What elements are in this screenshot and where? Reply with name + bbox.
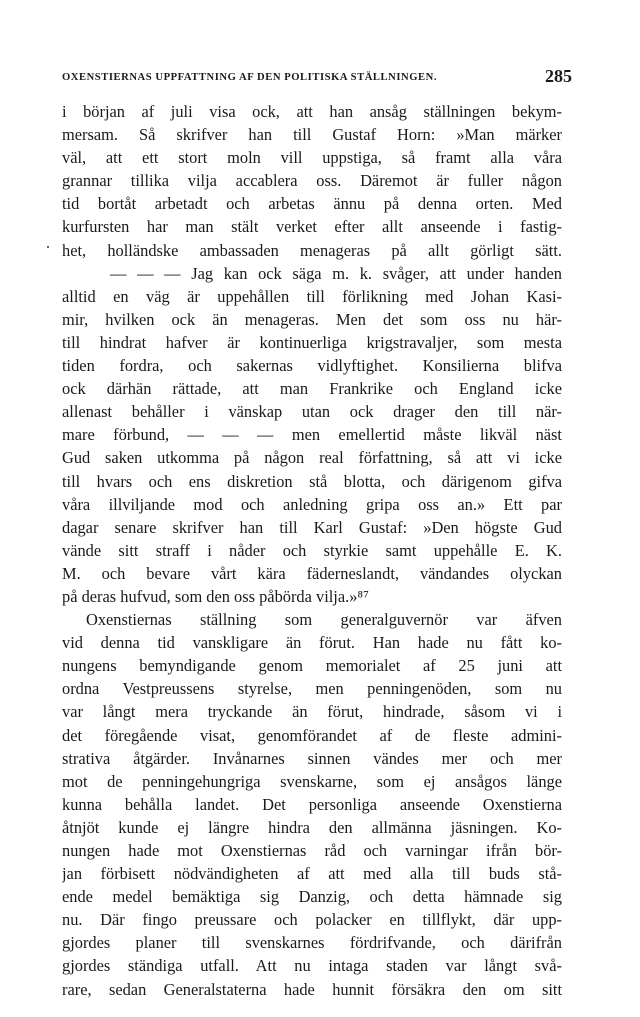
text-line: mersam. Så skrifver han till Gustaf Horn: »Man märker	[62, 125, 562, 145]
text-line: kunna behålla landet. Det personliga anseende Oxenstierna	[62, 794, 562, 814]
running-title: OXENSTIERNAS UPPFATTNING AF DEN POLITISKA STÄLLNINGEN.	[62, 72, 438, 83]
text-line: nungen hade mot Oxenstiernas råd och varningar ifrån bör-	[62, 841, 562, 860]
text-line: — — — Jag kan ock säga m. k. svåger, att under handen	[110, 263, 562, 283]
text-line: åtnjöt kunde ej längre hindra den allmänna jäsningen. Ko-	[62, 817, 562, 837]
text-line: ock därhän rättade, att man Frankrike och England icke	[62, 379, 562, 399]
text-line: Oxenstiernas ställning som generalguvernör var äfven	[86, 610, 562, 630]
text-line: het, holländske ambassaden menageras på allt görligt sätt.	[62, 240, 562, 260]
text-line: var långt mera tryckande än förut, hindrade, såsom vi i	[62, 702, 562, 722]
text-line: nu. Där fingo preussare och polacker en tillflykt, där upp-	[62, 910, 562, 930]
text-line: vid denna tid vanskligare än förut. Han hade nu fått ko-	[62, 633, 562, 653]
page-number: 285	[545, 66, 572, 86]
text-line: rare, sedan Generalstaterna hade hunnit försäkra den om sitt	[62, 979, 562, 999]
body-text	[62, 100, 562, 1001]
text-line: ende medel bemäktiga sig Danzig, och detta hämnade sig	[62, 887, 562, 907]
text-line: till hindrat hafver är kontinuerliga krigstravaljer, som mesta	[62, 332, 562, 352]
text-line: mir, hvilken ock än menageras. Men det som oss nu här-	[62, 309, 562, 329]
text-line: kurfursten har man stält verket efter allt anseende i fastig-	[62, 217, 562, 237]
text-line: till hvars och ens diskretion stå blotta, och därigenom gifva	[62, 471, 562, 491]
text-line: M. och bevare vårt kära fäderneslandt, vändandes olyckan	[62, 563, 562, 583]
text-line: tid bortåt arbetadt och arbetas ännu på denna orten. Med	[62, 194, 562, 214]
text-line: våra illviljande mod och anledning gripa oss an.» Ett par	[62, 494, 562, 514]
margin-dot	[47, 246, 49, 248]
text-line: gjordes planer till svenskarnes fördrifvande, och därifrån	[62, 933, 562, 953]
text-line: i början af juli visa ock, att han ansåg ställningen bekym-	[62, 102, 562, 121]
text-line: nungens bemyndigande genom memorialet af 25 juni att	[62, 656, 562, 676]
text-line: det föregående visat, genomförandet af de fleste admini-	[62, 725, 562, 745]
text-line: grannar tillika vilja accablera oss. Däremot är fuller någon	[62, 171, 562, 191]
text-line: allenast behåller i vänskap utan ock drager den till när-	[62, 402, 562, 422]
text-line: jan förbisett nödvändigheten af att med alla till buds stå-	[62, 864, 562, 884]
text-line: Gud saken utkomma på någon real författning, så att vi icke	[62, 448, 562, 468]
text-line: väl, att ett stort moln vill uppstiga, så framt alla våra	[62, 148, 562, 168]
text-line: tiden fordra, och sakernas vidlyftighet. Konsilierna blifva	[62, 356, 562, 376]
running-head	[62, 66, 572, 90]
text-line: gjordes ständiga utfall. Att nu intaga staden var långt svå-	[62, 956, 562, 976]
text-line: mare förbund, — — — men emellertid måste likväl näst	[62, 425, 562, 445]
text-line: strativa åtgärder. Invånarnes sinnen vändes mer och mer	[62, 748, 562, 768]
text-line: alltid en väg är uppehållen till förlikning med Johan Kasi-	[62, 286, 562, 306]
text-line: dagar senare skrifver han till Karl Gustaf: »Den högste Gud	[62, 517, 562, 537]
text-line: vände sitt straff i nåder och styrkie samt uppehålle E. K.	[62, 540, 562, 560]
text-line: mot de penningehungriga svenskarne, som ej ansågos länge	[62, 771, 562, 791]
text-line: på deras hufvud, som den oss påbörda vilja.»⁸⁷	[62, 586, 369, 606]
text-line: ordna Vestpreussens styrelse, men penningenöden, som nu	[62, 679, 562, 699]
